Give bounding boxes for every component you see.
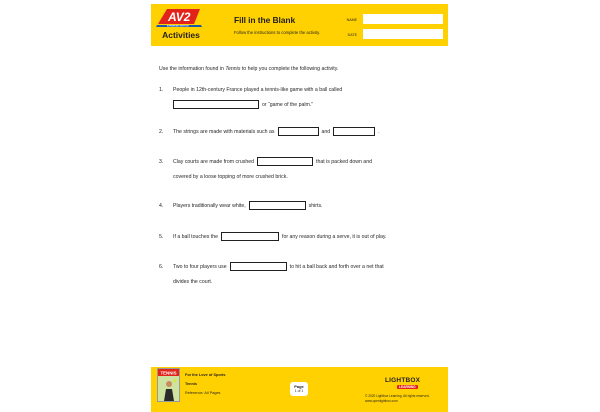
question-text: that is packed down and bbox=[316, 159, 372, 165]
question-text: covered by a loose topping of more crushed brick. bbox=[173, 174, 288, 180]
intro-after: to help you complete the following activity. bbox=[240, 66, 339, 72]
section-label: Activities bbox=[162, 30, 200, 40]
question-text: Two to four players use bbox=[173, 264, 227, 270]
question-text: to hit a ball back and forth over a net that bbox=[289, 264, 384, 270]
page-title: Fill in the Blank bbox=[234, 15, 296, 25]
question-text: Players traditionally wear white, bbox=[173, 203, 246, 209]
answer-blank-4[interactable] bbox=[249, 201, 306, 210]
intro-book-title: Tennis bbox=[225, 66, 241, 72]
logo-text: AV2 bbox=[168, 10, 191, 24]
answer-blank-5[interactable] bbox=[221, 232, 279, 241]
copyright-text: © 2020 Lightbox Learning. All rights reserved. bbox=[365, 394, 430, 398]
intro-before: Use the information found in bbox=[159, 66, 226, 72]
page-subtitle: Follow the instructions to complete the activity. bbox=[234, 30, 321, 35]
answer-blank-2b[interactable] bbox=[333, 127, 375, 136]
question-text: shirts. bbox=[308, 203, 323, 209]
question-text: . bbox=[378, 129, 380, 135]
lightbox-sub-logo: LEARNING bbox=[399, 385, 416, 389]
question-text: If a ball touches the bbox=[173, 234, 218, 240]
worksheet-page bbox=[151, 4, 448, 412]
footer-bar bbox=[151, 367, 448, 412]
question-text: Clay courts are made from crushed bbox=[173, 159, 255, 165]
lightbox-logo: LIGHTBOX bbox=[385, 377, 421, 384]
question-text: People in 12th-century France played a tennis-like game with a ball called bbox=[173, 87, 343, 93]
av2-logo bbox=[154, 7, 206, 29]
page-label: Page bbox=[294, 384, 304, 389]
cover-title: TENNIS bbox=[160, 370, 177, 376]
page-number: 1 of 1 bbox=[294, 389, 304, 393]
name-field[interactable] bbox=[363, 14, 443, 24]
name-label: NAME bbox=[346, 18, 357, 22]
answer-blank-6[interactable] bbox=[230, 262, 287, 271]
website-link[interactable]: www.openlightbox.com bbox=[365, 399, 398, 403]
question-text: or “game of the palm.” bbox=[262, 102, 314, 108]
question-number: 1. bbox=[159, 87, 164, 93]
header-bar bbox=[151, 4, 448, 46]
question-number: 4. bbox=[159, 203, 164, 209]
instructions bbox=[159, 66, 444, 73]
date-label: DATE bbox=[347, 33, 357, 37]
question-text: divides the court. bbox=[173, 279, 213, 285]
question-text: and bbox=[321, 129, 331, 135]
question-number: 3. bbox=[159, 159, 164, 165]
page-indicator bbox=[290, 382, 308, 396]
date-field[interactable] bbox=[363, 29, 443, 39]
question-number: 5. bbox=[159, 234, 164, 240]
reference: Reference: All Pages bbox=[185, 391, 221, 395]
question-number: 2. bbox=[159, 129, 164, 135]
answer-blank-1[interactable] bbox=[173, 100, 259, 109]
question-text: The strings are made with materials such as bbox=[173, 129, 275, 135]
book-cover-image bbox=[157, 368, 180, 402]
question-number: 6. bbox=[159, 264, 164, 270]
question-text: for any reason during a serve, it is out of play. bbox=[282, 234, 387, 240]
answer-blank-2a[interactable] bbox=[278, 127, 319, 136]
answer-blank-3[interactable] bbox=[257, 157, 313, 166]
book-title: Tennis bbox=[185, 382, 197, 386]
series-name: For the Love of Sports bbox=[185, 373, 226, 377]
logo-sub-text: EXPANDED EDITION bbox=[167, 25, 189, 28]
